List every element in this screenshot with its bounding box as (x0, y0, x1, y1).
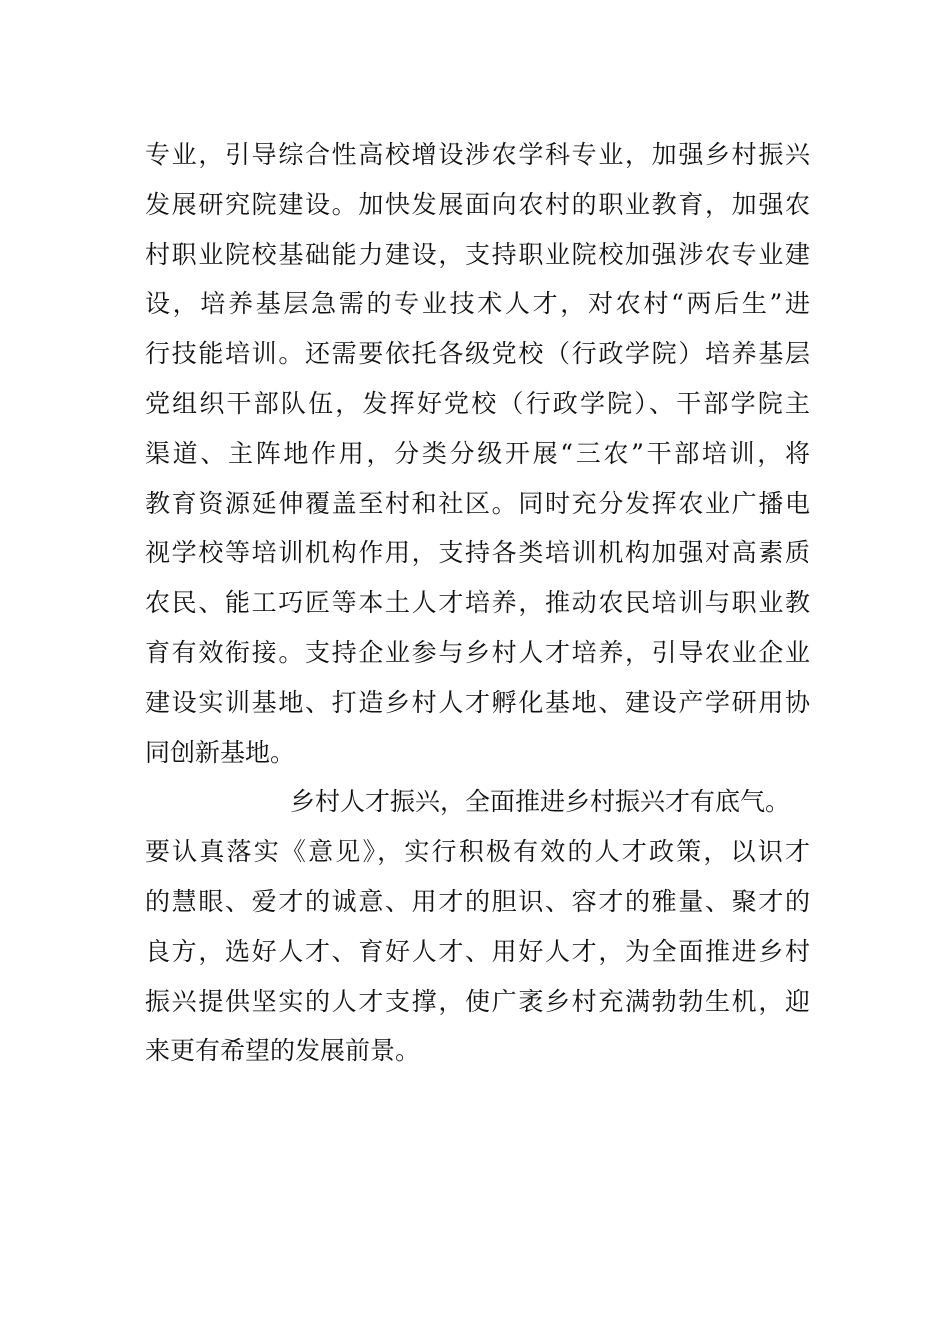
text-line: 发展研究院建设。加快发展面向农村的职业教育，加强农 (145, 189, 810, 219)
body-text (145, 130, 810, 1076)
text-line: 渠道、主阵地作用，分类分级开展“三农”干部培训，将 (145, 438, 810, 468)
text-line: 建设实训基地、打造乡村人才孵化基地、建设产学研用协 (145, 687, 810, 717)
paragraph-2 (145, 777, 810, 1076)
text-line: 来更有希望的发展前景。 (145, 1036, 421, 1066)
text-line: 村职业院校基础能力建设，支持职业院校加强涉农专业建 (145, 239, 810, 269)
text-line: 育有效衔接。支持企业参与乡村人才培养，引导农业企业 (145, 637, 810, 667)
paragraph-1 (145, 130, 810, 777)
text-line: 视学校等培训机构作用，支持各类培训机构加强对高素质 (145, 538, 810, 568)
text-line: 行技能培训。还需要依托各级党校（行政学院）培养基层 (145, 339, 810, 369)
text-line: 教育资源延伸覆盖至村和社区。同时充分发挥农业广播电 (145, 488, 810, 518)
text-line: 的慧眼、爱才的诚意、用才的胆识、容才的雅量、聚才的 (145, 886, 810, 916)
text-line: 乡村人才振兴，全面推进乡村振兴才有底气。 (290, 787, 791, 817)
text-line: 同创新基地。 (145, 737, 296, 767)
text-line: 振兴提供坚实的人才支撑，使广袤乡村充满勃勃生机，迎 (145, 986, 810, 1016)
text-line: 农民、能工巧匠等本土人才培养，推动农民培训与职业教 (145, 588, 810, 618)
text-line: 良方，选好人才、育好人才、用好人才，为全面推进乡村 (145, 936, 810, 966)
text-line: 党组织干部队伍，发挥好党校（行政学院）、干部学院主 (145, 388, 810, 418)
text-line: 要认真落实《意见》，实行积极有效的人才政策，以识才 (145, 837, 810, 867)
text-line: 专业，引导综合性高校增设涉农学科专业，加强乡村振兴 (145, 140, 810, 169)
text-line: 设，培养基层急需的专业技术人才，对农村“两后生”进 (145, 289, 810, 319)
